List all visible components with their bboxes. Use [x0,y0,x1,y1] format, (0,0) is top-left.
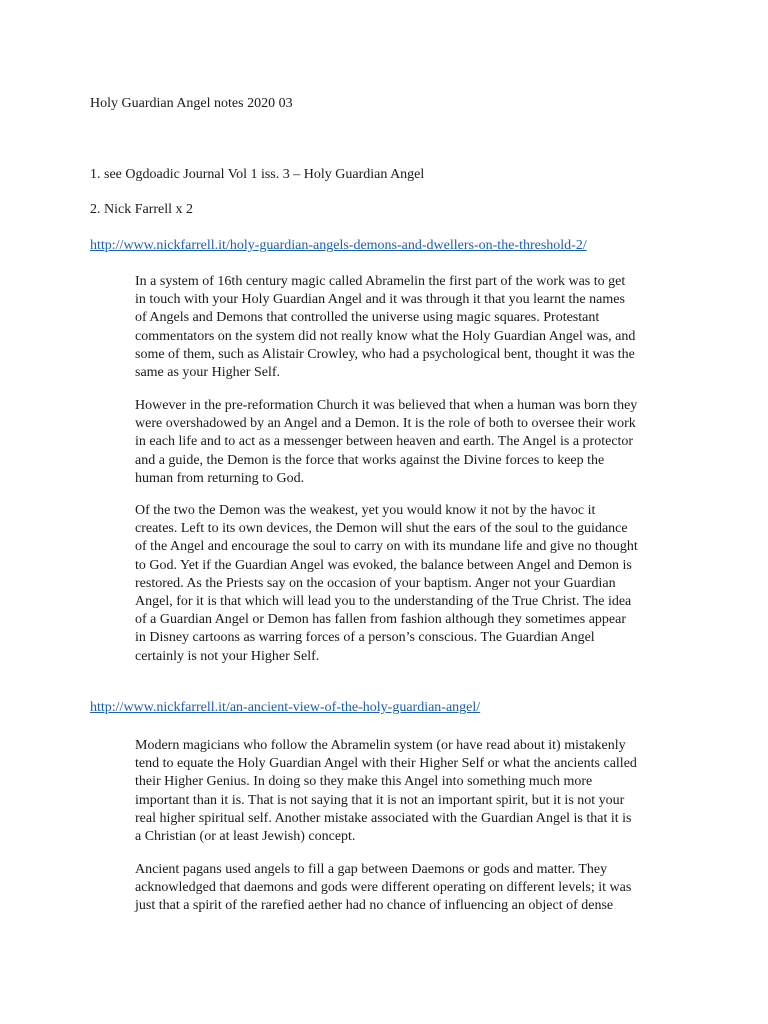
quote2-para1-line: their Higher Genius. In doing so they make this Angel into something much more [135,774,593,790]
quote1-para1-line: of Angels and Demons that controlled the universe using magic squares. Protestant [135,310,600,326]
quote-block-2 [135,737,680,846]
quote1-para3-line: Of the two the Demon was the weakest, yet you would know it not by the havoc it [135,503,596,518]
quote2-para2-line: just that a spirit of the rarefied aether had no chance of influencing an object of dense [135,898,614,914]
quote1-para3-line: of the Angel and encourage the soul to carry on with its mundane life and give no thought [135,539,638,555]
quote2-para2-line: Ancient pagans used angels to fill a gap between Daemons or gods and matter. They [135,862,608,877]
quote1-para2-line: human from returning to God. [135,470,305,486]
quote2-para1-line: important than it is. That is not saying that it is not an important spirit, but it is not your [135,792,625,808]
quote1-para2-line: However in the pre-reformation Church it was believed that when a human was born they [135,398,638,413]
quote1-para1-line: in touch with your Holy Guardian Angel and it was through it that you learnt the names [135,292,625,308]
quote2-para1-line: Modern magicians who follow the Abramelin system (or have read about it) mistakenly [135,738,626,753]
quote1-para3-line: of a Guardian Angel or Demon has fallen from fashion although they sometimes appear [135,612,627,628]
quote1-para1-line: same as your Higher Self. [135,365,281,381]
quote1-para3-line: in Disney cartoons as warring forces of a person’s conscious. The Guardian Angel [135,630,595,646]
link-holy-guardian-angels-demons[interactable]: http://www.nickfarrell.it/holy-guardian-angels-demons-and-dwellers-on-the-threshold-2/ [90,238,587,253]
document-title: Holy Guardian Angel notes 2020 03 [90,96,293,111]
note-item-2: 2. Nick Farrell x 2 [90,202,194,217]
quote1-para2-line: were overshadowed by an Angel and a Demon. It is the role of both to oversee their work [135,416,636,432]
quote2-para2-line: acknowledged that daemons and gods were different operating on different levels; it was [135,880,632,896]
quote1-para3-line: creates. Left to its own devices, the Demon will shut the ears of the soul to the guidance [135,521,628,537]
quote2-para1-line: real higher spiritual self. Another mistake associated with the Guardian Angel is that it is [135,810,632,826]
quote1-para2-line: and a guide, the Demon is the force that works against the Divine forces to keep the [135,452,605,468]
quote1-para3-line: to God. Yet if the Guardian Angel was evoked, the balance between Angel and Demon is [135,557,632,573]
quote-block-1-para-2 [135,397,680,488]
quote2-para1-line: tend to equate the Holy Guardian Angel with their Higher Self or what the ancients called [135,756,637,772]
quote-block-2-para-2 [135,861,680,916]
link-ancient-view-holy-guardian-angel[interactable]: http://www.nickfarrell.it/an-ancient-view-of-the-holy-guardian-angel/ [90,700,481,715]
quote2-para1-line: a Christian (or at least Jewish) concept. [135,829,356,845]
quote1-para1-line: In a system of 16th century magic called Abramelin the first part of the work was to get [135,274,626,289]
quote1-para3-line: Angel, for it is that which will lead you to the understanding of the True Christ. The idea [135,594,632,610]
quote-block-1 [135,273,680,382]
quote1-para3-line: certainly is not your Higher Self. [135,648,320,664]
quote1-para2-line: in each life and to act as a messenger between heaven and earth. The Angel is a protector [135,434,634,450]
quote1-para3-line: restored. As the Priests say on the occasion of your baptism. Anger not your Guardian [135,575,616,591]
quote1-para1-line: some of them, such as Alistair Crowley, who had a psychological bent, thought it was the [135,346,635,362]
quote1-para1-line: commentators on the system did not really know what the Holy Guardian Angel was, and [135,328,636,344]
quote-block-1-para-3 [135,502,680,666]
note-item-1: 1. see Ogdoadic Journal Vol 1 iss. 3 – Holy Guardian Angel [90,167,425,182]
